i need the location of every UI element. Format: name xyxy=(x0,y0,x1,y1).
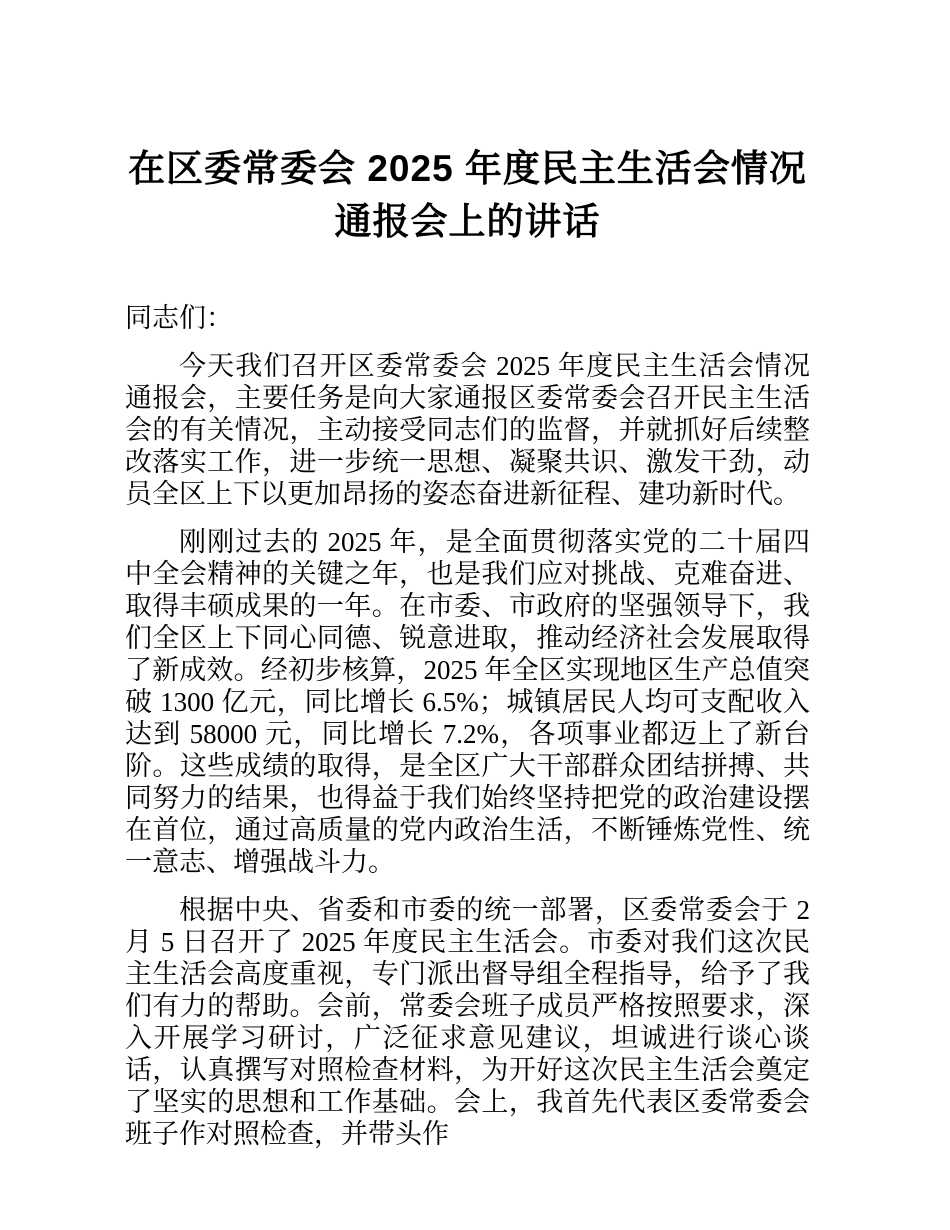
body-paragraph-1: 今天我们召开区委常委会 2025 年度民主生活会情况通报会，主要任务是向大家通报区委常委会召开民主生活会的有关情况，主动接受同志们的监督，并就抓好后续整改落实工作，进一步统一思想、凝聚共识、激发干劲，动员全区上下以更加昂扬的姿态奋进新征程、建功新时代。 xyxy=(125,351,810,509)
body-paragraph-3: 根据中央、省委和市委的统一部署，区委常委会于 2 月 5 日召开了 2025 年度民主生活会。市委对我们这次民主生活会高度重视，专门派出督导组全程指导，给予了我们有力的帮助。会前，常委会班子成员严格按照要求，深入开展学习研讨，广泛征求意见建议，坦诚进行谈心谈话，认真撰写对照检查材料，为开好这次民主生活会奠定了坚实的思想和工作基础。会上，我首先代表区委常委会班子作对照检查，并带头作 xyxy=(125,895,810,1149)
salutation: 同志们： xyxy=(125,303,233,333)
document-body xyxy=(125,302,810,1150)
body-paragraph-2: 刚刚过去的 2025 年，是全面贯彻落实党的二十届四中全会精神的关键之年，也是我们应对挑战、克难奋进、取得丰硕成果的一年。在市委、市政府的坚强领导下，我们全区上下同心同德、锐意进取，推动经济社会发展取得了新成效。经初步核算，2025 年全区实现地区生产总值突破 1300 亿元，同比增长 6.5%；城镇居民人均可支配收入达到 58000 元，同比增长 7.2%，各项事业都迈上了新台阶。这些成绩的取得，是全区广大干部群众团结拼搏、共同努力的结果，也得益于我们始终坚持把党的政治建设摆在首位，通过高质量的党内政治生活，不断锤炼党性、统一意志、增强战斗力。 xyxy=(125,527,810,877)
document-title: 在区委常委会 2025 年度民主生活会情况通报会上的讲话 xyxy=(128,148,807,242)
